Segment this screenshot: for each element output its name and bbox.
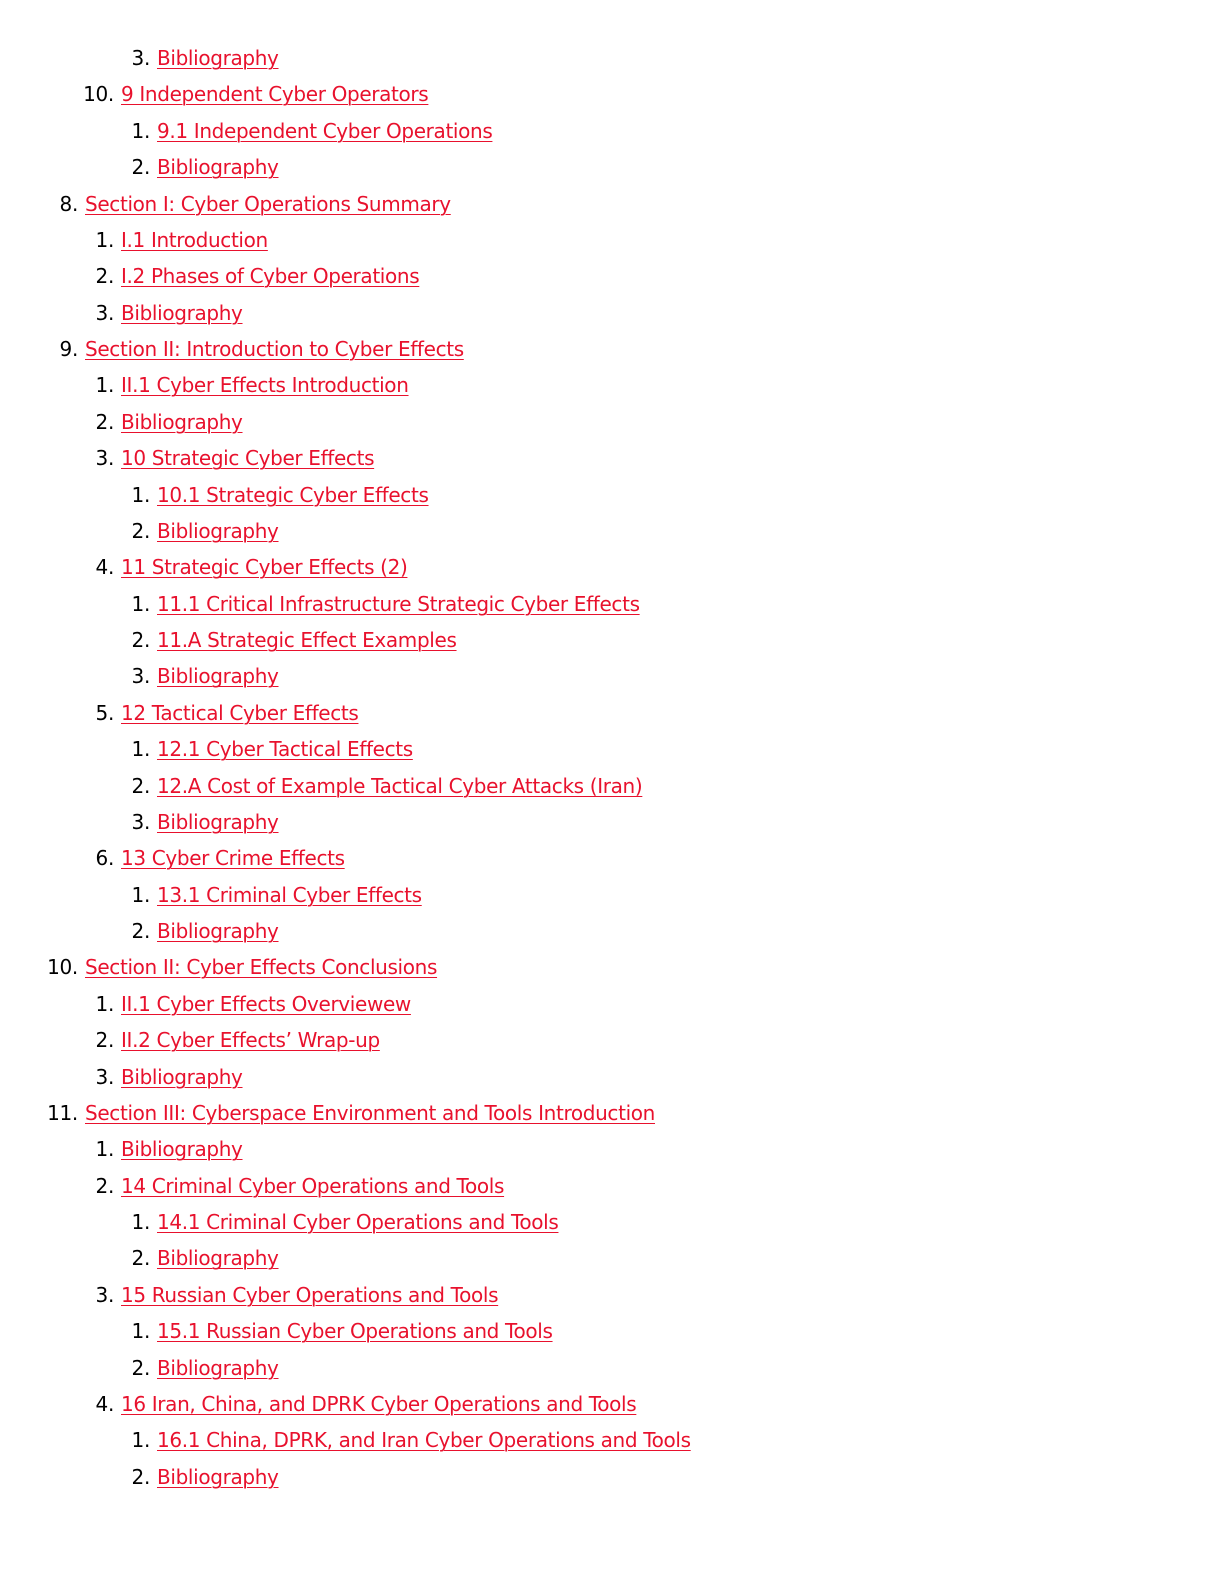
toc-entry-link[interactable]: Bibliography [157,155,279,180]
toc-entry-number: 2. [131,773,150,798]
toc-entry-link[interactable]: 10 Strategic Cyber Effects [121,446,375,471]
toc-entry [0,1097,1224,1133]
toc-entry-link[interactable]: 9.1 Independent Cyber Operations [157,118,493,143]
toc-entry [0,369,1224,405]
toc-entry-link[interactable]: I.2 Phases of Cyber Operations [121,264,420,289]
toc-entry [0,842,1224,878]
toc-entry-link[interactable]: II.1 Cyber Effects Overviewew [121,991,411,1016]
toc-entry-link[interactable]: Section III: Cyberspace Environment and Tools Introduction [85,1100,655,1125]
toc-entry-link[interactable]: Bibliography [121,1137,243,1162]
toc-entry-number: 1. [131,1319,150,1344]
toc-entry-number: 1. [131,882,150,907]
toc-entry-link[interactable]: 11.A Strategic Effect Examples [157,628,457,652]
toc-entry [0,479,1224,515]
toc-entry-link[interactable]: 16 Iran, China, and DPRK Cyber Operations and Tools [121,1391,637,1416]
toc-entry-link[interactable]: 12.1 Cyber Tactical Effects [157,737,413,762]
toc-entry-link[interactable]: Bibliography [121,409,243,434]
toc-entry-number: 10. [47,955,78,980]
toc-entry-link[interactable]: Section II: Cyber Effects Conclusions [85,955,438,980]
toc-entry-number: 9. [59,337,78,361]
toc-entry [0,1133,1224,1169]
toc-entry-number: 5. [95,700,114,725]
toc-entry-number: 1. [131,118,150,143]
toc-entry [0,1315,1224,1351]
toc-entry-link[interactable]: 13 Cyber Crime Effects [121,846,345,871]
toc-entry [0,115,1224,151]
toc-entry [0,515,1224,551]
toc-entry-number: 4. [95,555,114,580]
toc-entry [0,151,1224,187]
toc-entry-link[interactable]: 14 Criminal Cyber Operations and Tools [121,1173,505,1198]
toc-entry-link[interactable]: Bibliography [157,919,279,943]
toc-entry [0,697,1224,733]
toc-entry-number: 2. [131,919,150,943]
toc-entry-number: 1. [95,1137,114,1162]
toc-entry-number: 11. [47,1100,78,1125]
toc-entry-link[interactable]: Bibliography [157,1246,279,1271]
toc-entry-link[interactable]: Bibliography [157,46,279,70]
toc-entry [0,660,1224,696]
toc-entry [0,1424,1224,1460]
toc-entry [0,188,1224,224]
toc-entry-link[interactable]: Bibliography [157,1355,279,1380]
toc-entry-number: 3. [131,809,150,834]
toc-entry-link[interactable]: 16.1 China, DPRK, and Iran Cyber Operations and Tools [157,1428,691,1453]
toc-entry-number: 2. [131,518,150,543]
toc-entry-number: 2. [131,1464,150,1489]
toc-entry-number: 3. [95,446,114,471]
toc-entry [0,1061,1224,1097]
toc-entry [0,733,1224,769]
toc-entry-number: 2. [131,1246,150,1271]
toc-entry-number: 2. [131,628,150,652]
toc-entry-number: 1. [131,1210,150,1234]
toc-entry [0,1388,1224,1424]
toc-entry-number: 6. [95,846,114,871]
toc-entry [0,224,1224,260]
toc-entry [0,406,1224,442]
toc-entry-link[interactable]: Section II: Introduction to Cyber Effects [85,337,464,361]
toc-entry [0,260,1224,296]
toc-entry-number: 1. [95,991,114,1016]
toc-entry-number: 3. [95,1064,114,1089]
toc-entry-link[interactable]: 14.1 Criminal Cyber Operations and Tools [157,1210,559,1234]
toc-entry [0,1170,1224,1206]
toc-entry-link[interactable]: I.1 Introduction [121,227,268,252]
toc-entry-number: 2. [95,409,114,434]
toc-entry [0,915,1224,951]
toc-entry-number: 4. [95,1391,114,1416]
toc-entry [0,442,1224,478]
toc-entry-link[interactable]: 9 Independent Cyber Operators [121,82,429,107]
toc-entry-number: 1. [131,591,150,616]
toc-entry-number: 8. [59,191,78,216]
toc-entry-link[interactable]: Bibliography [157,664,279,689]
toc-entry-link[interactable]: 12.A Cost of Example Tactical Cyber Attacks (Iran) [157,773,643,798]
toc-entry-number: 10. [83,82,114,107]
toc-entry-link[interactable]: Bibliography [157,1464,279,1489]
toc-entry [0,951,1224,987]
toc-entry-number: 1. [131,737,150,762]
toc-entry-number: 2. [131,155,150,180]
toc-entry-number: 2. [131,1355,150,1380]
toc-entry [0,588,1224,624]
toc-entry-number: 1. [131,1428,150,1453]
toc-entry-number: 3. [95,1282,114,1307]
toc-entry-link[interactable]: Bibliography [157,809,279,834]
toc-entry [0,551,1224,587]
toc-entry-link[interactable]: 15 Russian Cyber Operations and Tools [121,1282,499,1307]
toc-entry-link[interactable]: Bibliography [157,518,279,543]
toc-entry [0,297,1224,333]
table-of-contents [0,42,1224,1497]
toc-entry [0,1242,1224,1278]
toc-entry [0,988,1224,1024]
toc-entry [0,1024,1224,1060]
toc-entry-link[interactable]: 11.1 Critical Infrastructure Strategic Cyber Effects [157,591,640,616]
toc-entry-number: 3. [131,46,150,70]
toc-entry [0,78,1224,114]
toc-entry-link[interactable]: Section I: Cyber Operations Summary [85,191,451,216]
toc-entry-number: 2. [95,1028,114,1053]
toc-entry-number: 3. [131,664,150,689]
toc-entry [0,770,1224,806]
toc-entry-number: 3. [95,300,114,325]
toc-entry-link[interactable]: 10.1 Strategic Cyber Effects [157,482,429,507]
toc-entry-link[interactable]: II.1 Cyber Effects Introduction [121,373,409,398]
toc-entry [0,806,1224,842]
toc-entry-number: 2. [95,264,114,289]
toc-entry [0,624,1224,660]
toc-entry [0,1279,1224,1315]
toc-entry-link[interactable]: Bibliography [121,1064,243,1089]
toc-entry-number: 1. [95,373,114,398]
toc-entry [0,333,1224,369]
toc-entry-link[interactable]: Bibliography [121,300,243,325]
toc-entry-link[interactable]: 11 Strategic Cyber Effects (2) [121,555,408,580]
toc-entry-link[interactable]: 13.1 Criminal Cyber Effects [157,882,422,907]
toc-entry-number: 1. [131,482,150,507]
toc-entry-link[interactable]: II.2 Cyber Effects’ Wrap-up [121,1028,380,1053]
toc-entry [0,1206,1224,1242]
toc-entry [0,1461,1224,1497]
toc-entry-link[interactable]: 12 Tactical Cyber Effects [121,700,359,725]
toc-entry [0,879,1224,915]
toc-entry-number: 2. [95,1173,114,1198]
toc-entry [0,42,1224,78]
toc-entry [0,1352,1224,1388]
toc-entry-number: 1. [95,227,114,252]
toc-entry-link[interactable]: 15.1 Russian Cyber Operations and Tools [157,1319,553,1344]
